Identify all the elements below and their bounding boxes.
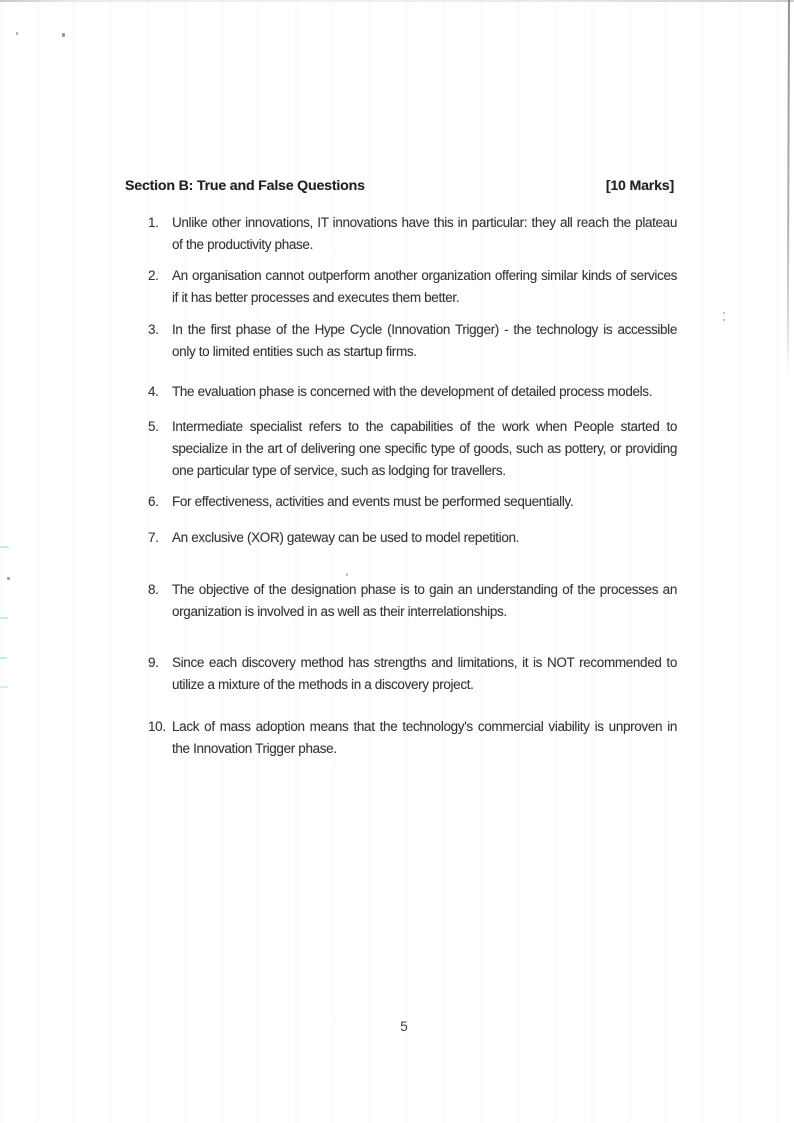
scan-artifact-margin-tick: [0, 617, 8, 619]
question-number: 9.: [148, 655, 159, 670]
scan-artifact-speck: [7, 577, 10, 580]
question-text: An organisation cannot outperform another organization offering similar kinds of services if it has better processes and executes them better.: [172, 268, 677, 305]
section-title: Section B: True and False Questions: [125, 178, 365, 194]
scan-artifact-speck: [723, 312, 725, 322]
question-number: 1.: [148, 215, 159, 230]
question-item-10: [148, 716, 677, 760]
question-number: 2.: [148, 268, 159, 283]
question-number: 5.: [148, 419, 159, 434]
scan-artifact-margin-tick: [0, 657, 7, 659]
question-item-3: [148, 319, 677, 363]
question-number: 6.: [148, 494, 159, 509]
question-text: An exclusive (XOR) gateway can be used to model repetition.: [172, 530, 520, 545]
scan-artifact-speck: [16, 32, 18, 35]
question-number: 7.: [148, 530, 159, 545]
question-number: 10.: [148, 719, 166, 734]
question-item-2: [148, 265, 677, 309]
section-header: [125, 176, 674, 196]
question-text: Intermediate specialist refers to the capabilities of the work when People started to specialize in the art of delivering one specific type of goods, such as pottery, or providing one particular type of service, such as lodging for travellers.: [172, 419, 677, 478]
question-text: Unlike other innovations, IT innovations have this in particular: they all reach the plateau of the productivity phase.: [172, 215, 677, 252]
question-number: 4.: [148, 384, 159, 399]
marks-label: [10 Marks]: [605, 178, 674, 194]
scan-artifact-speck: [62, 33, 65, 37]
scan-artifact-speck: [346, 573, 348, 576]
question-item-6: [148, 491, 677, 513]
question-text: Since each discovery method has strengths and limitations, it is NOT recommended to utilize a mixture of the methods in a discovery project.: [172, 655, 677, 692]
question-text: Lack of mass adoption means that the technology's commercial viability is unproven in the Innovation Trigger phase.: [172, 719, 677, 756]
question-item-9: [148, 652, 677, 696]
question-text: The objective of the designation phase is to gain an understanding of the processes an organization is involved in as well as their interrelationships.: [172, 582, 677, 619]
question-number: 3.: [148, 322, 159, 337]
question-text: For effectiveness, activities and events must be performed sequentially.: [172, 494, 574, 509]
question-item-8: [148, 579, 677, 623]
question-item-4: [148, 381, 677, 403]
question-item-1: [148, 212, 677, 256]
question-item-7: [148, 527, 677, 549]
question-text: In the first phase of the Hype Cycle (Innovation Trigger) - the technology is accessible only to limited entities such as startup firms.: [172, 322, 677, 359]
scan-artifact-margin-tick: [0, 546, 9, 548]
question-number: 8.: [148, 582, 159, 597]
question-item-5: [148, 416, 677, 482]
scan-artifact-right-edge: [787, 0, 790, 378]
question-text: The evaluation phase is concerned with the development of detailed process models.: [172, 384, 653, 399]
page-number: 5: [400, 1019, 408, 1034]
scan-artifact-top-edge: [0, 0, 794, 2]
scan-artifact-margin-tick: [0, 686, 8, 688]
